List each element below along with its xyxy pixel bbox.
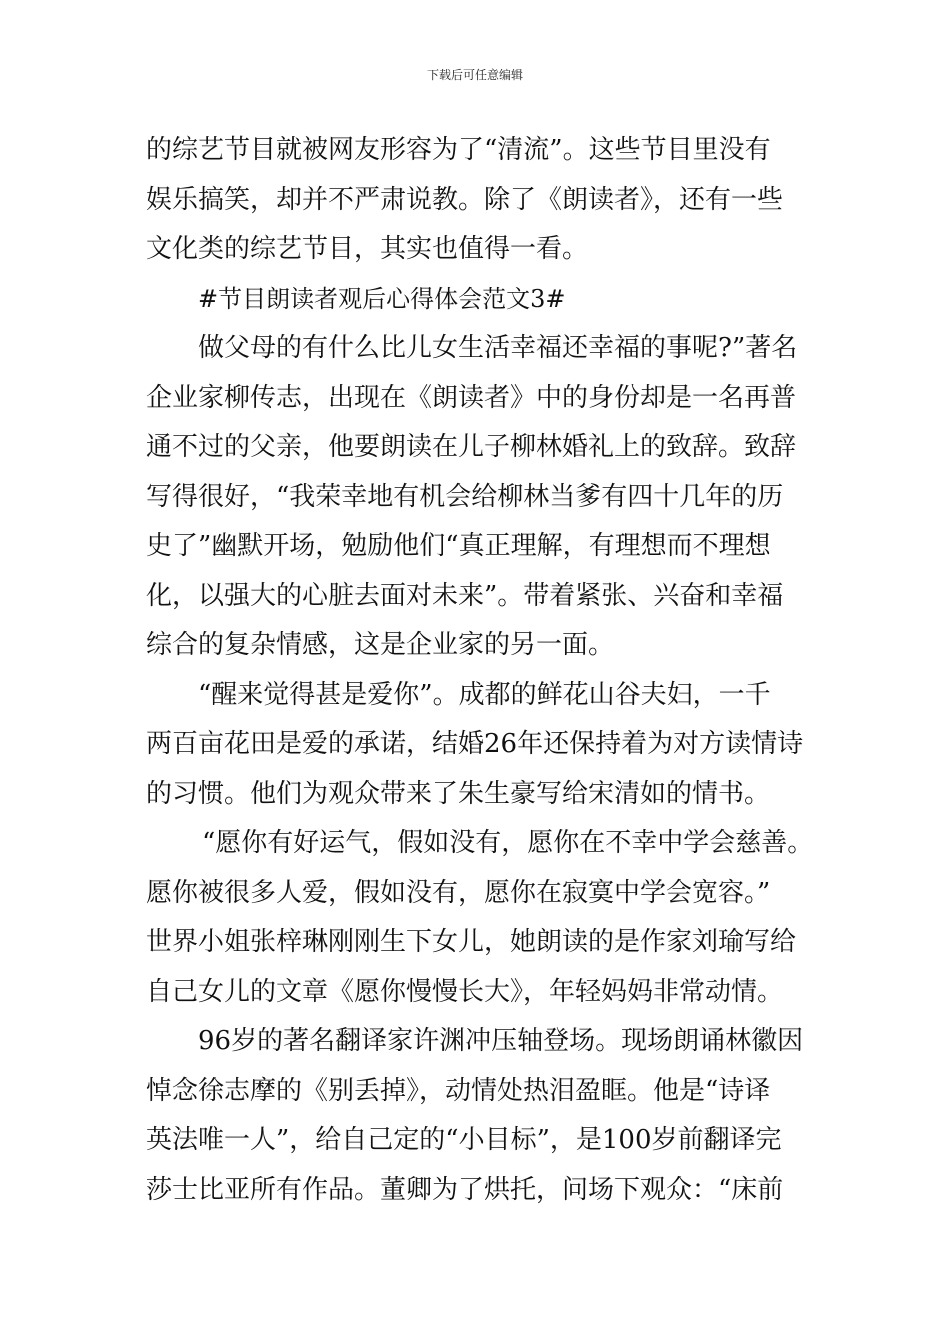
text-line: 史了”幽默开场，勉励他们“真正理解，有理想而不理想	[146, 531, 771, 561]
page-header: 下载后可任意编辑	[426, 68, 523, 82]
text-line: 世界小姐张梓琳刚刚生下女儿，她朗读的是作家刘瑜写给	[146, 927, 797, 957]
heading-line: #节目朗读者观后心得体会范文3#	[198, 284, 566, 313]
text-line: 96岁的著名翻译家许渊冲压轴登场。现场朗诵林徽因	[198, 1026, 804, 1056]
text-line: 化，以强大的心脏去面对未来”。带着紧张、兴奋和幸福	[146, 580, 784, 611]
text-line: 两百亩花田是爱的承诺，结婚26年还保持着为对方读情诗	[146, 729, 804, 759]
text-line: 的综艺节目就被网友形容为了“清流”。这些节目里没有	[146, 135, 771, 165]
text-line: 通不过的父亲，他要朗读在儿子柳林婚礼上的致辞。致辞	[146, 432, 797, 462]
text-line: 愿你被很多人爱，假如没有，愿你在寂寞中学会宽容。”	[146, 877, 771, 908]
text-line: 的习惯。他们为观众带来了朱生豪写给宋清如的情书。	[146, 778, 771, 809]
text-line: “愿你有好运气，假如没有，愿你在不幸中学会慈善。	[202, 828, 814, 858]
text-line: 娱乐搞笑，却并不严肃说教。除了《朗读者》，还有一些	[146, 184, 784, 215]
paragraph-3	[146, 671, 814, 820]
text-line: 做父母的有什么比儿女生活幸福还幸福的事呢?”著名	[198, 333, 798, 363]
section-heading	[146, 275, 814, 325]
paragraph-2	[146, 324, 814, 671]
text-line: 综合的复杂情感，这是企业家的另一面。	[146, 630, 615, 660]
text-line: 悼念徐志摩的《别丢掉》，动情处热泪盈眶。他是“诗译	[146, 1075, 771, 1106]
text-line: 企业家柳传志，出现在《朗读者》中的身份却是一名再普	[146, 382, 797, 413]
text-line: 文化类的综艺节目，其实也值得一看。	[146, 234, 589, 264]
text-line: 莎士比亚所有作品。董卿为了烘托，问场下观众：“床前	[146, 1174, 784, 1205]
text-line: 自己女儿的文章《愿你慢慢长大》，年轻妈妈非常动情。	[146, 976, 784, 1007]
paragraph-1	[146, 126, 814, 275]
text-line: 英法唯一人”，给自己定的“小目标”，是100岁前翻译完	[146, 1125, 782, 1155]
text-line: “醒来觉得甚是爱你”。成都的鲜花山谷夫妇，一千	[198, 679, 771, 710]
document-body	[146, 126, 814, 1215]
paragraph-4	[146, 819, 814, 1017]
text-line: 写得很好，“我荣幸地有机会给柳林当爹有四十几年的历	[146, 481, 784, 512]
paragraph-5	[146, 1017, 814, 1215]
